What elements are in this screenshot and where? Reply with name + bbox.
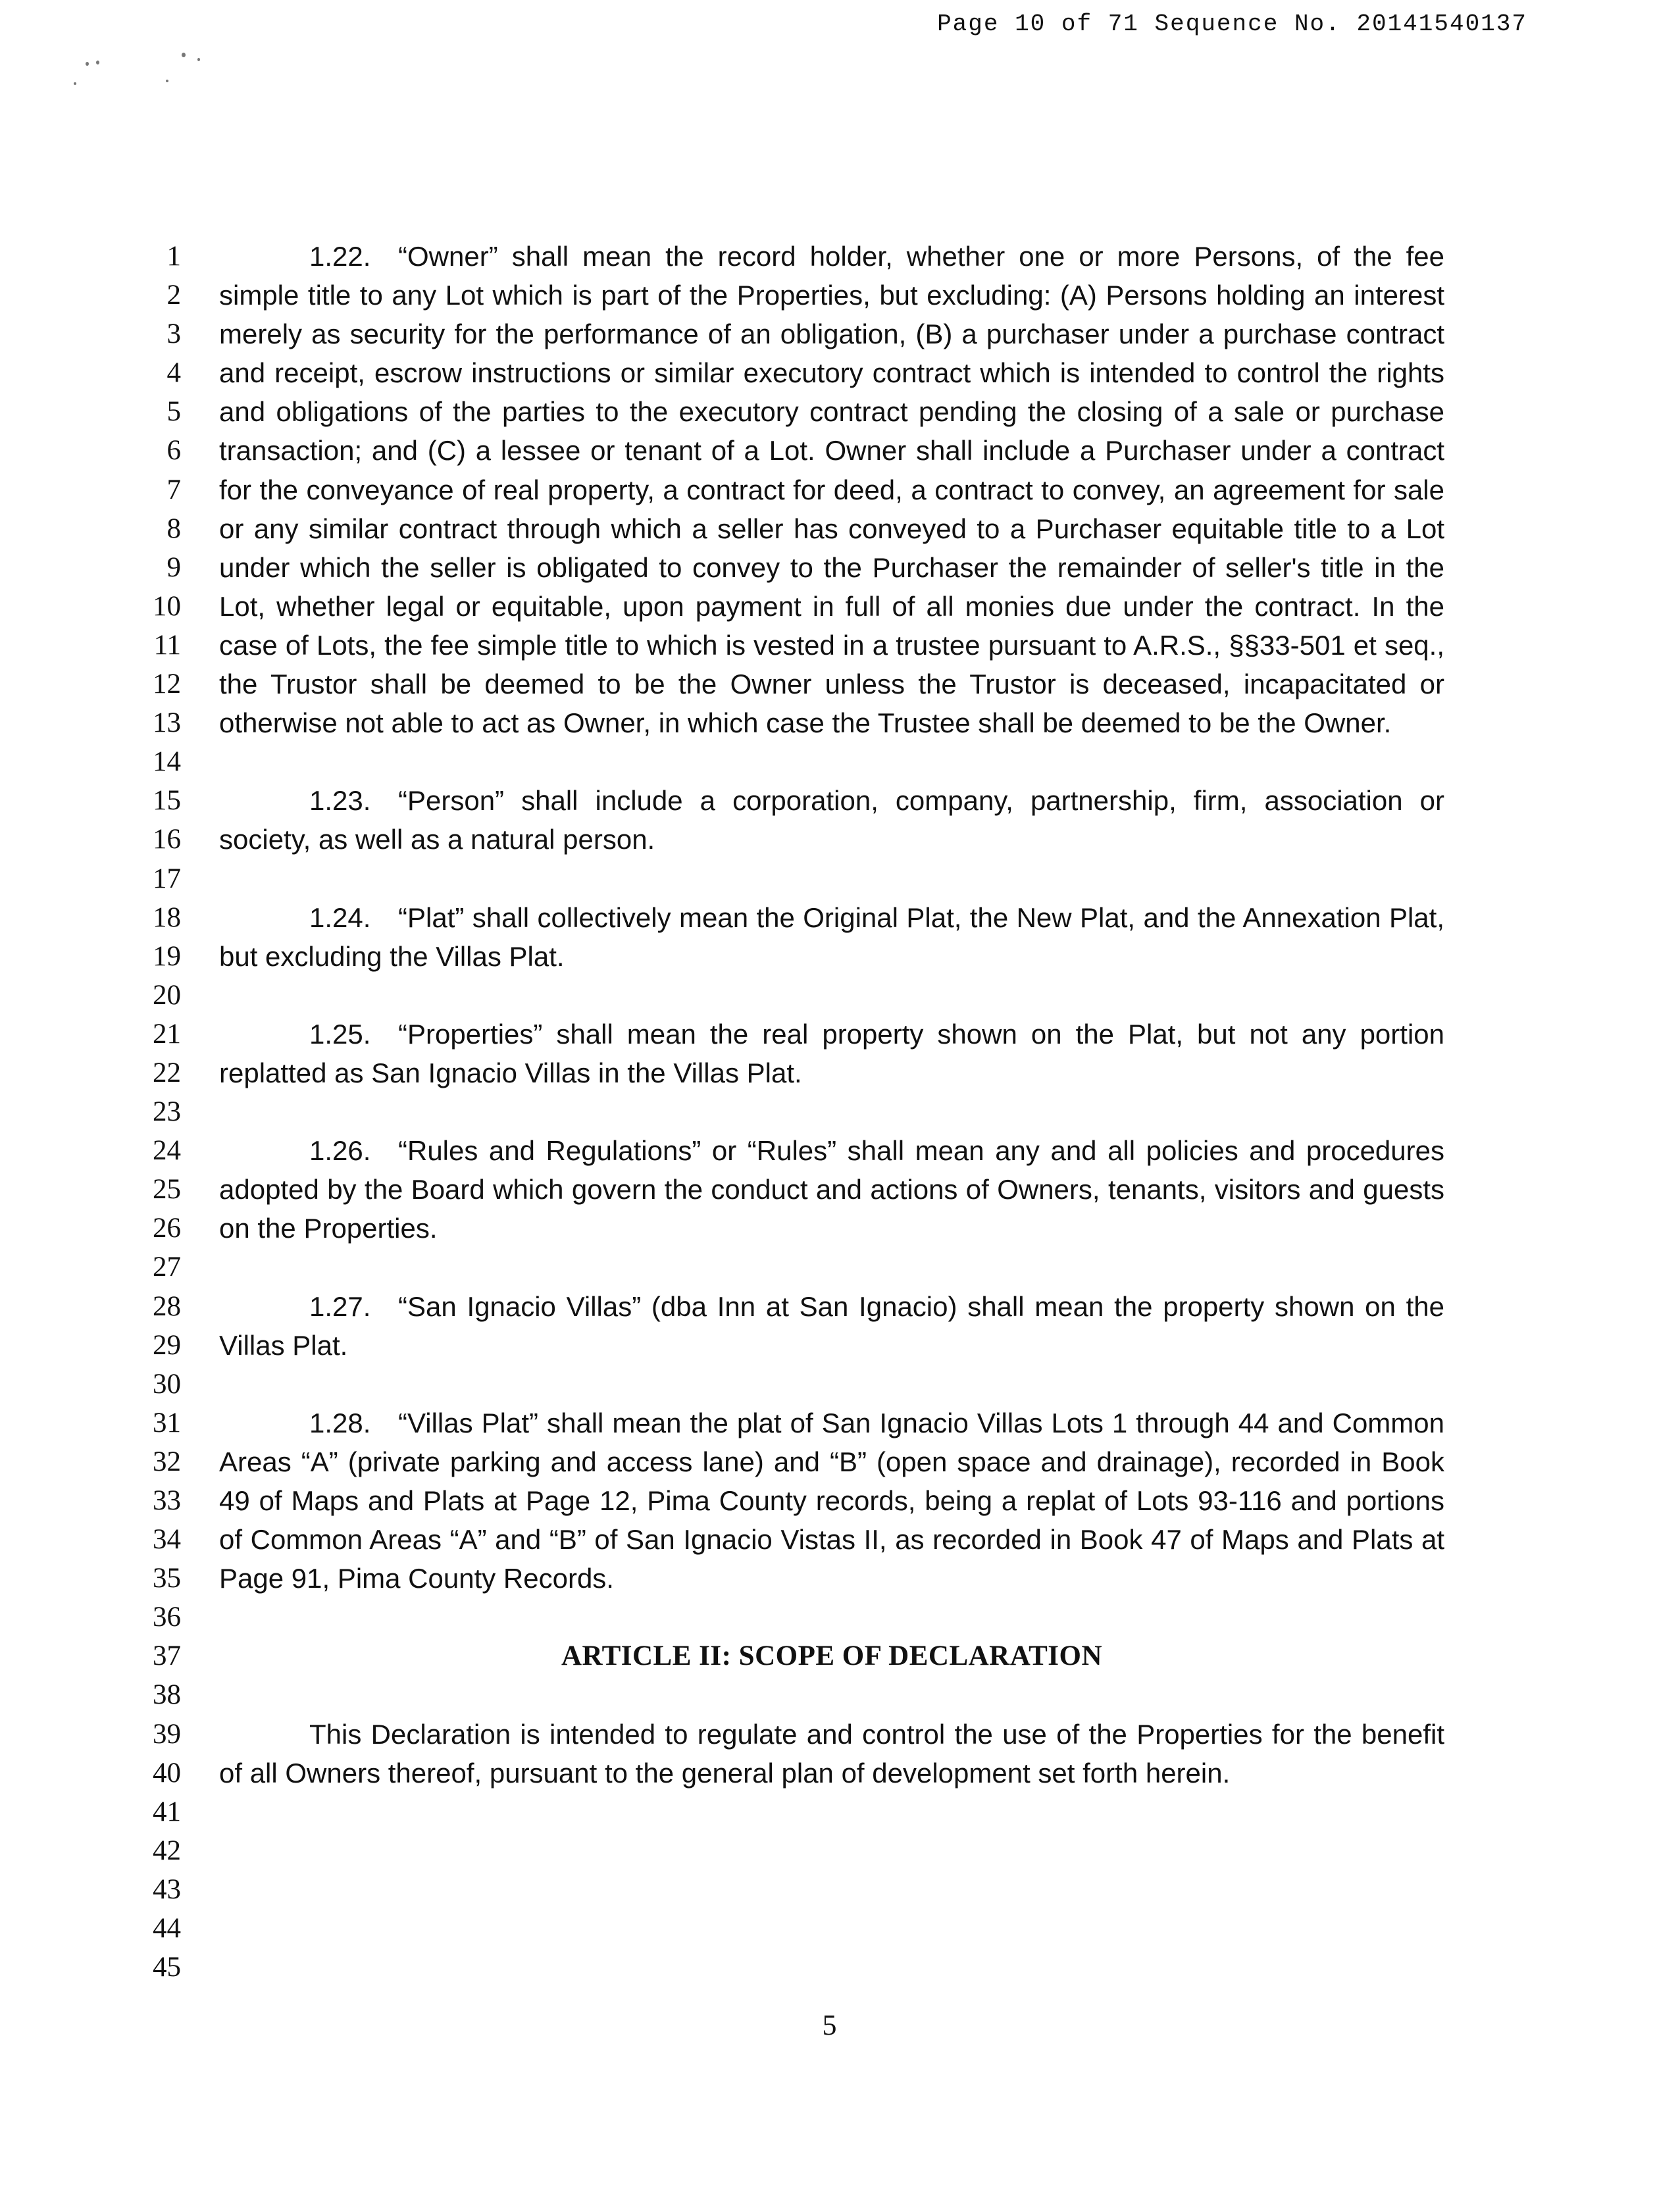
section-text: “Villas Plat” shall mean the plat of San Ignacio Villas Lots 1 through 44 and Common Areas “A” (private parking and access lane) and “B” (open space and drainage), recorded in Book 49 of Maps and Plats at Page 12, Pima County records, being a replat of Lots 93-116 and portions of Common Areas “A” and “B” of San Ignacio Vistas II, as recorded in Book 47 of Maps and Plats at Page 91, Pima County Records. <box>219 1407 1444 1594</box>
line-number: 41 <box>153 1796 181 1827</box>
blank-line <box>219 1675 1444 1714</box>
article-heading: ARTICLE II: SCOPE OF DECLARATION <box>561 1640 1103 1672</box>
scan-speck <box>96 61 99 64</box>
line-number: 10 <box>153 590 181 622</box>
line-number: 22 <box>153 1057 181 1088</box>
section-number: 1.23. <box>309 785 371 817</box>
line-number: 12 <box>153 669 181 700</box>
line-number: 29 <box>153 1329 181 1361</box>
line-number: 31 <box>153 1407 181 1438</box>
line-number: 1 <box>166 241 181 272</box>
section-number: 1.24. <box>309 901 371 933</box>
section-number: 1.28. <box>309 1407 371 1438</box>
line-number: 16 <box>153 824 181 855</box>
blank-line <box>219 1092 1444 1131</box>
line-number: 36 <box>153 1602 181 1633</box>
section-text: “Properties” shall mean the real property shown on the Plat, but not any portion replatted as San Ignacio Villas in the Villas Plat. <box>219 1018 1444 1088</box>
blank-line <box>219 1598 1444 1637</box>
line-number: 6 <box>166 435 181 467</box>
scan-speck <box>74 82 76 85</box>
blank-line <box>219 976 1444 1015</box>
line-number: 42 <box>153 1835 181 1866</box>
line-number: 35 <box>153 1563 181 1594</box>
line-number: 13 <box>153 707 181 739</box>
line-number: 40 <box>153 1757 181 1789</box>
blank-line <box>219 1365 1444 1404</box>
blank-line <box>219 742 1444 781</box>
line-number: 44 <box>153 1913 181 1944</box>
line-number: 33 <box>153 1485 181 1516</box>
blank-line <box>219 859 1444 898</box>
line-number: 39 <box>153 1718 181 1750</box>
line-number: 7 <box>166 474 181 505</box>
section-text: “Plat” shall collectively mean the Original Plat, the New Plat, and the Annexation Plat, but excluding the Villas Plat. <box>219 901 1444 972</box>
line-number: 45 <box>153 1952 181 1983</box>
line-number: 30 <box>153 1368 181 1400</box>
section-1-24 <box>219 898 1444 976</box>
scan-speck <box>197 58 200 61</box>
line-number: 9 <box>166 551 181 583</box>
section-text: “Rules and Regulations” or “Rules” shall mean any and all policies and procedures adopted by the Board which govern the conduct and actions of Owners, tenants, visitors and guests on the Properties. <box>219 1135 1444 1244</box>
line-number: 23 <box>153 1096 181 1128</box>
page-number-footer <box>0 2008 1680 2042</box>
line-number: 26 <box>153 1213 181 1244</box>
blank-line <box>219 1248 1444 1286</box>
section-1-25 <box>219 1015 1444 1092</box>
section-text: “Person” shall include a corporation, company, partnership, firm, association or society, as well as a natural person. <box>219 785 1444 855</box>
line-number: 27 <box>153 1252 181 1283</box>
line-number: 37 <box>153 1640 181 1672</box>
line-number: 38 <box>153 1679 181 1711</box>
line-number: 3 <box>166 318 181 350</box>
section-number: 1.26. <box>309 1135 371 1167</box>
section-1-22 <box>219 237 1444 742</box>
line-number: 21 <box>153 1018 181 1050</box>
section-1-28 <box>219 1404 1444 1598</box>
line-number: 2 <box>166 280 181 311</box>
line-number: 25 <box>153 1174 181 1206</box>
section-1-27 <box>219 1287 1444 1365</box>
line-number: 28 <box>153 1290 181 1322</box>
line-number: 19 <box>153 940 181 972</box>
line-number: 17 <box>153 863 181 894</box>
line-number: 24 <box>153 1135 181 1167</box>
line-number: 14 <box>153 746 181 778</box>
scan-speck <box>182 53 186 57</box>
line-number: 34 <box>153 1524 181 1556</box>
line-number: 32 <box>153 1446 181 1477</box>
section-1-26 <box>219 1131 1444 1248</box>
section-text: “San Ignacio Villas” (dba Inn at San Ignacio) shall mean the property shown on the Villas Plat. <box>219 1290 1444 1361</box>
line-number: 15 <box>153 785 181 817</box>
scan-speck <box>86 62 89 66</box>
line-number: 18 <box>153 901 181 933</box>
line-number: 20 <box>153 979 181 1011</box>
line-number: 11 <box>153 629 181 661</box>
section-text: “Owner” shall mean the record holder, whether one or more Persons, of the fee simple title to any Lot which is part of the Properties, but excluding: (A) Persons holding an interest merely as security for the performance of an obligation, (B) a purchaser under a purchase contract and receipt, escrow instructions or similar executory contract which is intended to control the rights and obligations of the parties to the executory contract pending the closing of a sale or purchase transaction; and (C) a lessee or tenant of a Lot. Owner shall include a Purchaser under a contract for the conveyance of real property, a contract for deed, a contract to convey, an agreement for sale or any similar contract through which a seller has conveyed to a Purchaser equitable title to a Lot under which the seller is obligated to convey to the Purchaser the remainder of seller's title in the Lot, whether legal or equitable, upon payment in full of all monies due under the contract. In the case of Lots, the fee simple title to which is vested in a trustee pursuant to A.R.S., §§33-501 et seq., the Trustor shall be deemed to be the Owner unless the Trustor is deceased, incapacitated or otherwise not able to act as Owner, in which case the Trustee shall be deemed to be the Owner. <box>219 241 1444 739</box>
page-number: 5 <box>822 2009 837 2041</box>
section-1-23 <box>219 781 1444 859</box>
section-number: 1.27. <box>309 1290 371 1322</box>
line-number: 5 <box>166 396 181 428</box>
article-paragraph: This Declaration is intended to regulate and control the use of the Properties for the benefit of all Owners thereof, pursuant to the general plan of development set forth herein. <box>219 1718 1444 1789</box>
section-number: 1.22. <box>309 241 371 272</box>
scan-speck <box>166 80 168 82</box>
page-header: Page 10 of 71 Sequence No. 20141540137 <box>937 11 1527 38</box>
line-number: 8 <box>166 513 181 544</box>
line-number-column <box>128 237 181 1987</box>
line-number: 4 <box>166 357 181 389</box>
document-body <box>219 237 1444 1792</box>
section-number: 1.25. <box>309 1018 371 1050</box>
line-number: 43 <box>153 1873 181 1905</box>
